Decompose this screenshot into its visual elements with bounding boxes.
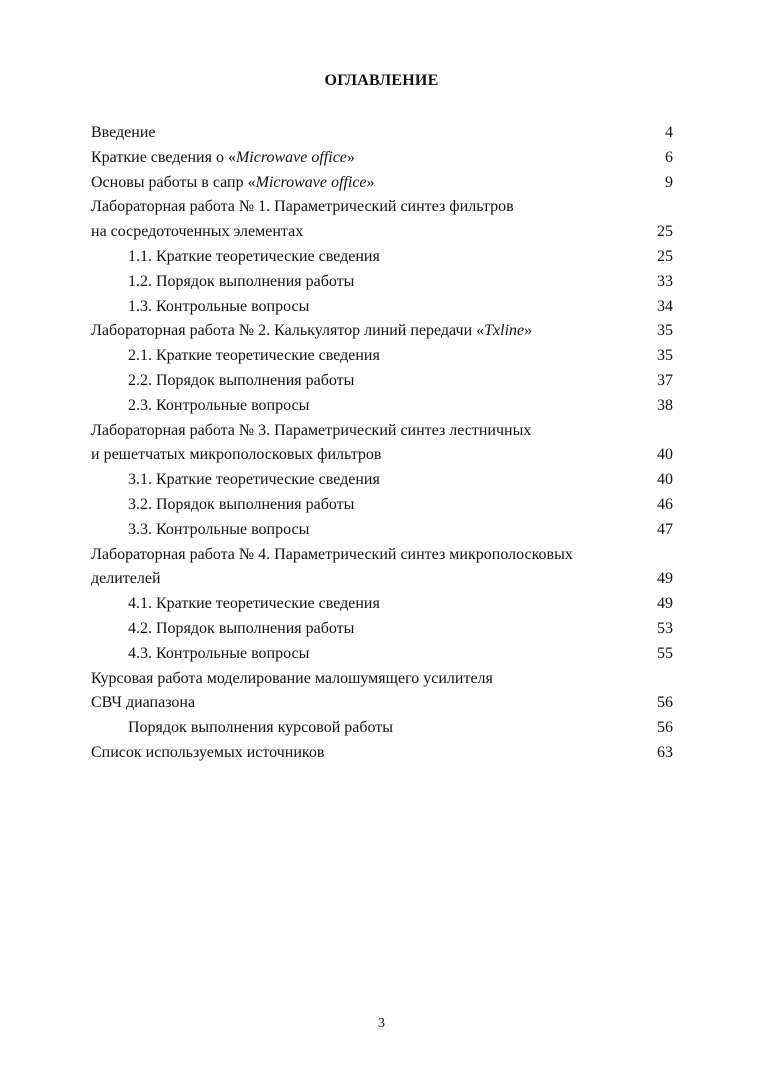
toc-page-number: 47 bbox=[657, 520, 673, 538]
toc-entry-label: Лабораторная работа № 3. Параметрический синтез лестничных bbox=[91, 421, 532, 439]
toc-entry-1-2[interactable] bbox=[91, 270, 673, 295]
toc-entry-lab1-line2[interactable] bbox=[91, 220, 673, 245]
toc-page-number: 49 bbox=[657, 570, 673, 588]
toc-entry-lab4-line2[interactable] bbox=[91, 567, 673, 592]
toc-entry-introduction[interactable] bbox=[91, 121, 673, 146]
toc-entry-lab4-line1[interactable] bbox=[91, 543, 673, 568]
toc-entry-label: Порядок выполнения курсовой работы bbox=[128, 719, 394, 737]
toc-entry-3-2[interactable] bbox=[91, 493, 673, 518]
toc-entry-4-3[interactable] bbox=[91, 642, 673, 667]
toc-entry-coursework-line1[interactable] bbox=[91, 667, 673, 692]
toc-entry-references[interactable] bbox=[91, 741, 673, 766]
table-of-contents bbox=[91, 121, 673, 766]
toc-entry-label: Введение bbox=[91, 124, 156, 141]
toc-entry-3-1[interactable] bbox=[91, 468, 673, 493]
toc-page-number: 53 bbox=[657, 619, 673, 637]
toc-entry-label: 1.1. Краткие теоретические сведения bbox=[128, 247, 380, 265]
toc-entry-microwave-office-overview[interactable] bbox=[91, 146, 673, 171]
toc-page-number: 9 bbox=[665, 173, 673, 191]
toc-entry-label: 3.1. Краткие теоретические сведения bbox=[128, 471, 380, 489]
toc-page-number: 6 bbox=[665, 148, 673, 166]
toc-entry-label: 2.1. Краткие теоретические сведения bbox=[128, 347, 380, 365]
toc-page-number: 34 bbox=[657, 297, 673, 315]
toc-entry-label: делителей bbox=[91, 570, 161, 588]
toc-page-number: 40 bbox=[657, 446, 673, 464]
toc-page-number: 35 bbox=[657, 347, 673, 365]
toc-page-number: 56 bbox=[657, 719, 673, 737]
toc-entry-2-3[interactable] bbox=[91, 394, 673, 419]
toc-page-number: 4 bbox=[665, 124, 673, 141]
toc-entry-label: Лабораторная работа № 2. Калькулятор линий передачи «Txline» bbox=[91, 322, 533, 340]
toc-page-number: 38 bbox=[657, 396, 673, 414]
toc-entry-4-2[interactable] bbox=[91, 617, 673, 642]
toc-entry-label: Курсовая работа моделирование малошумящего усилителя bbox=[91, 669, 493, 687]
toc-entry-3-3[interactable] bbox=[91, 518, 673, 543]
toc-entry-label: Список используемых источников bbox=[91, 743, 325, 761]
toc-entry-2-1[interactable] bbox=[91, 344, 673, 369]
toc-entry-lab2[interactable] bbox=[91, 319, 673, 344]
toc-entry-1-1[interactable] bbox=[91, 245, 673, 270]
toc-entry-label: 4.2. Порядок выполнения работы bbox=[128, 619, 355, 637]
toc-entry-coursework-procedure[interactable] bbox=[91, 716, 673, 741]
toc-page-number: 55 bbox=[657, 644, 673, 662]
toc-entry-label: 1.3. Контрольные вопросы bbox=[128, 297, 310, 315]
toc-page-number: 25 bbox=[657, 247, 673, 265]
page-number: 3 bbox=[378, 1016, 385, 1031]
toc-entry-label: на сосредоточенных элементах bbox=[91, 223, 304, 241]
toc-entry-lab3-line1[interactable] bbox=[91, 419, 673, 444]
toc-entry-label: 4.3. Контрольные вопросы bbox=[128, 644, 310, 662]
toc-entry-label: Основы работы в сапр «Microwave office» bbox=[91, 173, 375, 191]
toc-entry-1-3[interactable] bbox=[91, 295, 673, 320]
toc-page-number: 40 bbox=[657, 471, 673, 489]
toc-entry-label: Краткие сведения о «Microwave office» bbox=[91, 148, 355, 166]
toc-entry-label: 2.2. Порядок выполнения работы bbox=[128, 371, 355, 389]
toc-entry-lab3-line2[interactable] bbox=[91, 443, 673, 468]
toc-entry-label: Лабораторная работа № 1. Параметрический синтез фильтров bbox=[91, 198, 514, 216]
toc-entry-label: 1.2. Порядок выполнения работы bbox=[128, 272, 355, 290]
toc-entry-label: и решетчатых микрополосковых фильтров bbox=[91, 446, 382, 464]
toc-page-number: 63 bbox=[657, 743, 673, 761]
toc-entry-label: 4.1. Краткие теоретические сведения bbox=[128, 595, 380, 613]
toc-entry-2-2[interactable] bbox=[91, 369, 673, 394]
toc-page-number: 33 bbox=[657, 272, 673, 290]
toc-page-number: 46 bbox=[657, 495, 673, 513]
toc-page-number: 35 bbox=[657, 322, 673, 340]
toc-entry-4-1[interactable] bbox=[91, 592, 673, 617]
toc-page-number: 49 bbox=[657, 595, 673, 613]
toc-entry-microwave-office-basics[interactable] bbox=[91, 171, 673, 196]
toc-entry-label: 3.2. Порядок выполнения работы bbox=[128, 495, 355, 513]
toc-entry-label: Лабораторная работа № 4. Параметрический синтез микрополосковых bbox=[91, 545, 573, 563]
toc-page-number: 56 bbox=[657, 694, 673, 712]
toc-page-number: 37 bbox=[657, 371, 673, 389]
toc-page-number: 25 bbox=[657, 223, 673, 241]
toc-title: ОГЛАВЛЕНИЕ bbox=[324, 72, 439, 89]
toc-entry-label: 3.3. Контрольные вопросы bbox=[128, 520, 310, 538]
toc-entry-coursework-line2[interactable] bbox=[91, 691, 673, 716]
toc-entry-label: 2.3. Контрольные вопросы bbox=[128, 396, 310, 414]
toc-entry-label: СВЧ диапазона bbox=[91, 694, 196, 712]
toc-entry-lab1-line1[interactable] bbox=[91, 195, 673, 220]
